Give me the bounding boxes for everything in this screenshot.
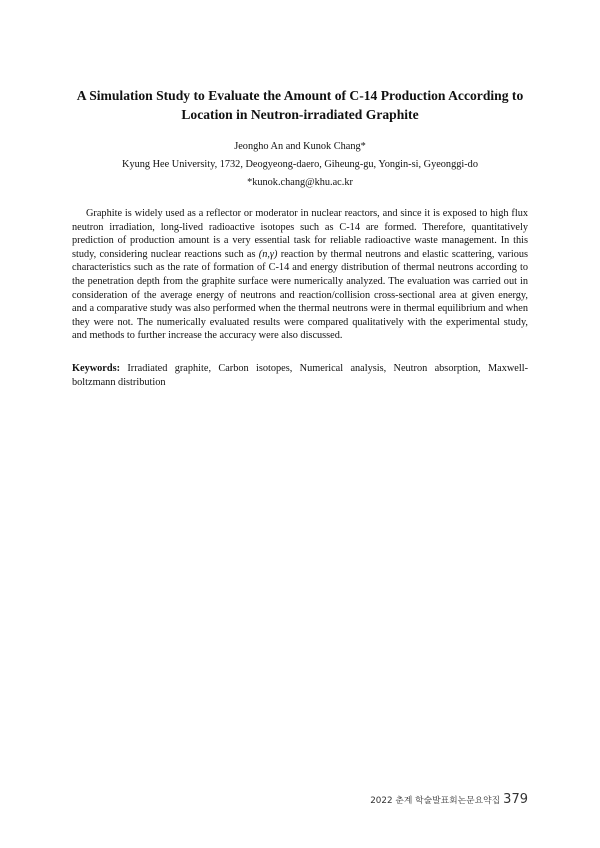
author-list: Jeongho An and Kunok Chang* <box>234 141 366 152</box>
paper-title <box>60 86 540 124</box>
keywords-text: Irradiated graphite, Carbon isotopes, Numerical analysis, Neutron absorption, Maxwell-boltzmann distribution <box>72 363 528 388</box>
page-number: 379 <box>503 792 528 807</box>
page-footer <box>370 789 528 808</box>
abstract-math-reaction: (n,γ) <box>258 248 278 260</box>
abstract-text-part-1: Graphite is widely used as a reflector or moderator in nuclear reactors, and since it is exposed to high flux neutron irradiation, long-lived radioactive isotopes such as C-14 are formed. Therefore, quantitatively prediction of production amount is a very essential task for reliable radioactive waste management. In this study, considering nuclear reactions such as <box>72 208 528 260</box>
keywords-label: Keywords: <box>72 363 121 374</box>
paper-title-line-1: A Simulation Study to Evaluate the Amount of C-14 Production According to <box>76 88 524 103</box>
paper-title-line-2: Location in Neutron-irradiated Graphite <box>181 107 419 122</box>
keywords <box>72 362 528 389</box>
affiliation: Kyung Hee University, 1732, Deogyeong-daero, Giheung-gu, Yongin-si, Gyeonggi-do <box>122 159 478 170</box>
abstract <box>72 207 528 343</box>
corresponding-email: *kunok.chang@khu.ac.kr <box>247 177 353 188</box>
proceedings-name: 2022 춘계 학술발표회논문요약집 <box>370 796 501 806</box>
abstract-text-part-2: reaction by thermal neutrons and elastic scattering, various characteristics such as the rate of formation of C-14 and energy distribution of thermal neutrons according to the penetration depth from the graphite surface were numerically analyzed. The evaluation was carried out in consideration of the average energy of neutrons and reaction/collision cross-sectional area at given energy, and a comparative study was also performed when the thermal neutrons were in thermal equilibrium and when they were not. The numerically evaluated results were compared qualitatively with the experimental study, and methods to further increase the accuracy were also discussed. <box>72 248 528 342</box>
